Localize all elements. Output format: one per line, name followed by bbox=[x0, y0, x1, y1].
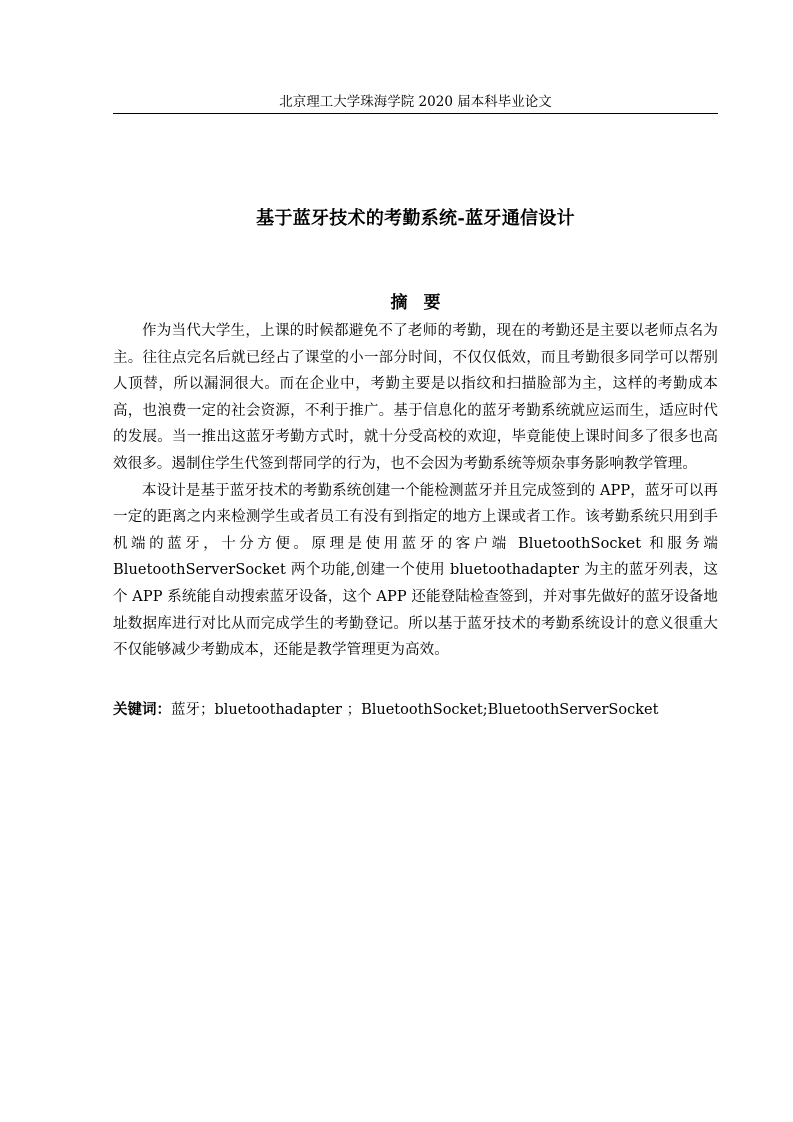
abstract-paragraph-1: 作为当代大学生，上课的时候都避免不了老师的考勤，现在的考勤还是主要以老师点名为主。往往点完名后就已经占了课堂的小一部分时间，不仅仅低效，而且考勤很多同学可以帮别人顶替，所以漏洞很大。而在企业中，考勤主要是以指纹和扫描脸部为主，这样的考勤成本高，也浪费一定的社会资源，不利于推广。基于信息化的蓝牙考勤系统就应运而生，适应时代的发展。当一推出这蓝牙考勤方式时，就十分受高校的欢迎，毕竟能使上课时间多了很多也高效很多。遏制住学生代签到帮同学的行为，也不会因为考勤系统等烦杂事务影响教学管理。 bbox=[113, 323, 718, 472]
abstract-paragraph-2: 本设计是基于蓝牙技术的考勤系统创建一个能检测蓝牙并且完成签到的 APP，蓝牙可以再一定的距离之内来检测学生或者员工有没有到指定的地方上课或者工作。该考勤系统只用到手机端的蓝牙，十分方便。原理是使用蓝牙的客户端 BluetoothSocket 和服务端 BluetoothServerSocket 两个功能,创建一个使用 bluetoothadapter 为主的蓝牙列表，这个 APP 系统能自动搜索蓝牙设备，这个 APP 还能登陆检查签到，并对事先做好的蓝牙设备地址数据库进行对比从而完成学生的考勤登记。所以基于蓝牙技术的考勤系统设计的意义很重大不仅能够减少考勤成本，还能是教学管理更为高效。 bbox=[113, 482, 719, 659]
paper-title: 基于蓝牙技术的考勤系统-蓝牙通信设计 bbox=[256, 208, 575, 229]
keywords-value: 蓝牙；bluetoothadapter ；BluetoothSocket;BluetoothServerSocket bbox=[171, 702, 659, 718]
header-rule bbox=[113, 113, 718, 114]
abstract-heading: 摘要 bbox=[390, 293, 457, 313]
running-header: 北京理工大学珠海学院 2020 届本科毕业论文 bbox=[279, 94, 552, 110]
keywords-label: 关键词： bbox=[113, 701, 171, 718]
abstract-body bbox=[113, 318, 718, 664]
keywords-line bbox=[113, 697, 718, 723]
